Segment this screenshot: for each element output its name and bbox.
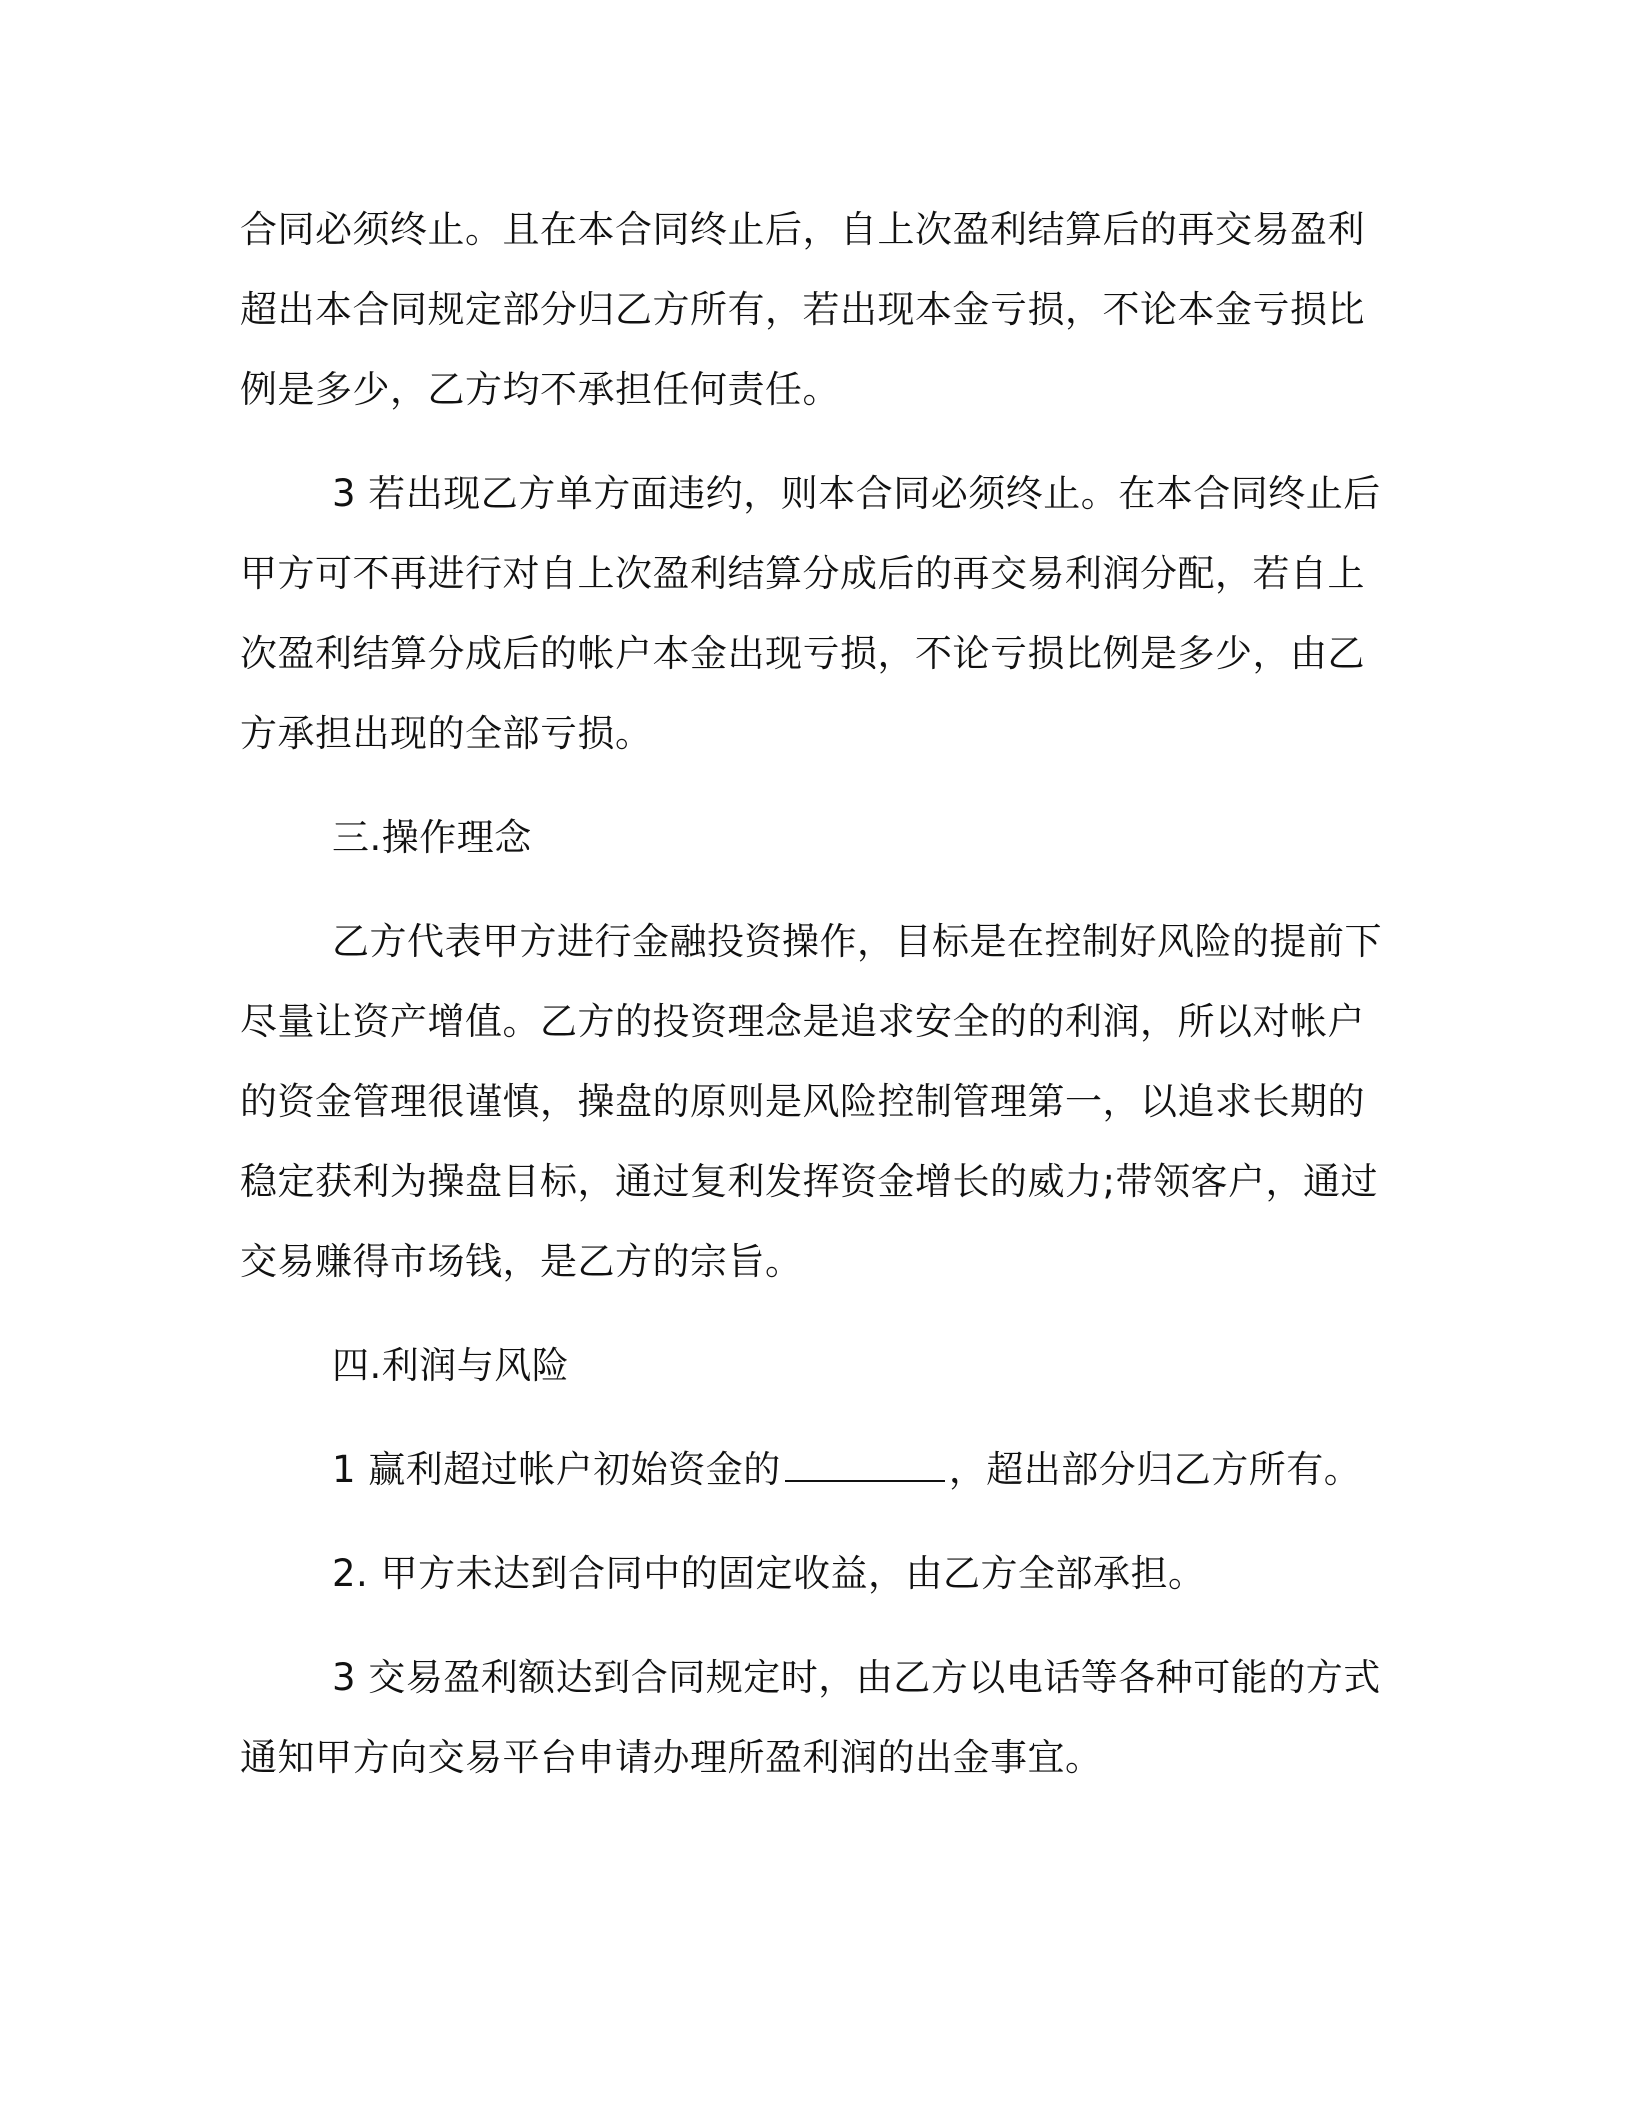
text-line [240,1430,1390,1510]
paragraph-gap [240,1302,1390,1326]
section-heading-profit-risk [240,1326,1390,1406]
document-body [240,190,1390,1798]
text-line: 稳定获利为操盘目标，通过复利发挥资金增长的威力;带领客户，通过 [240,1160,1378,1203]
text-line: 例是多少，乙方均不承担任何责任。 [240,368,840,411]
text-line: 3 交易盈利额达到合同规定时，由乙方以电话等各种可能的方式 [332,1656,1381,1699]
paragraph-termination-continued [240,190,1390,430]
paragraph-withdrawal-notice [240,1638,1390,1798]
text-line: 超出本合同规定部分归乙方所有，若出现本金亏损，不论本金亏损比 [240,288,1365,331]
paragraph-gap [240,1510,1390,1534]
clause-text-before-blank: 1 赢利超过帐户初始资金的 [332,1448,781,1491]
text-line: 的资金管理很谨慎，操盘的原则是风险控制管理第一，以追求长期的 [240,1080,1365,1123]
fill-in-blank [785,1450,945,1482]
text-line: 通知甲方向交易平台申请办理所盈利润的出金事宜。 [240,1736,1103,1779]
heading-text: 四.利润与风险 [332,1344,570,1387]
heading-text: 三.操作理念 [332,816,532,859]
text-line: 甲方可不再进行对自上次盈利结算分成后的再交易利润分配，若自上 [240,552,1365,595]
paragraph-profit-excess [240,1430,1390,1510]
text-line: 3 若出现乙方单方面违约，则本合同必须终止。在本合同终止后 [332,472,1381,515]
paragraph-gap [240,1614,1390,1638]
paragraph-gap [240,1406,1390,1430]
paragraph-gap [240,430,1390,454]
clause-text-after-blank: ，超出部分归乙方所有。 [948,1448,1362,1491]
text-line: 合同必须终止。且在本合同终止后，自上次盈利结算后的再交易盈利 [240,208,1365,251]
text-line: 方承担出现的全部亏损。 [240,712,653,755]
text-line: 次盈利结算分成后的帐户本金出现亏损，不论亏损比例是多少，由乙 [240,632,1365,675]
paragraph-fixed-income [240,1534,1390,1614]
paragraph-gap [240,774,1390,798]
text-line: 乙方代表甲方进行金融投资操作，目标是在控制好风险的提前下 [332,920,1382,963]
section-heading-operation-concept [240,798,1390,878]
paragraph-party-b-breach [240,454,1390,774]
paragraph-operation-concept [240,902,1390,1302]
text-line: 交易赚得市场钱，是乙方的宗旨。 [240,1240,803,1283]
text-line: 尽量让资产增值。乙方的投资理念是追求安全的的利润，所以对帐户 [240,1000,1365,1043]
text-line: 2. 甲方未达到合同中的固定收益，由乙方全部承担。 [332,1552,1206,1595]
paragraph-gap [240,878,1390,902]
